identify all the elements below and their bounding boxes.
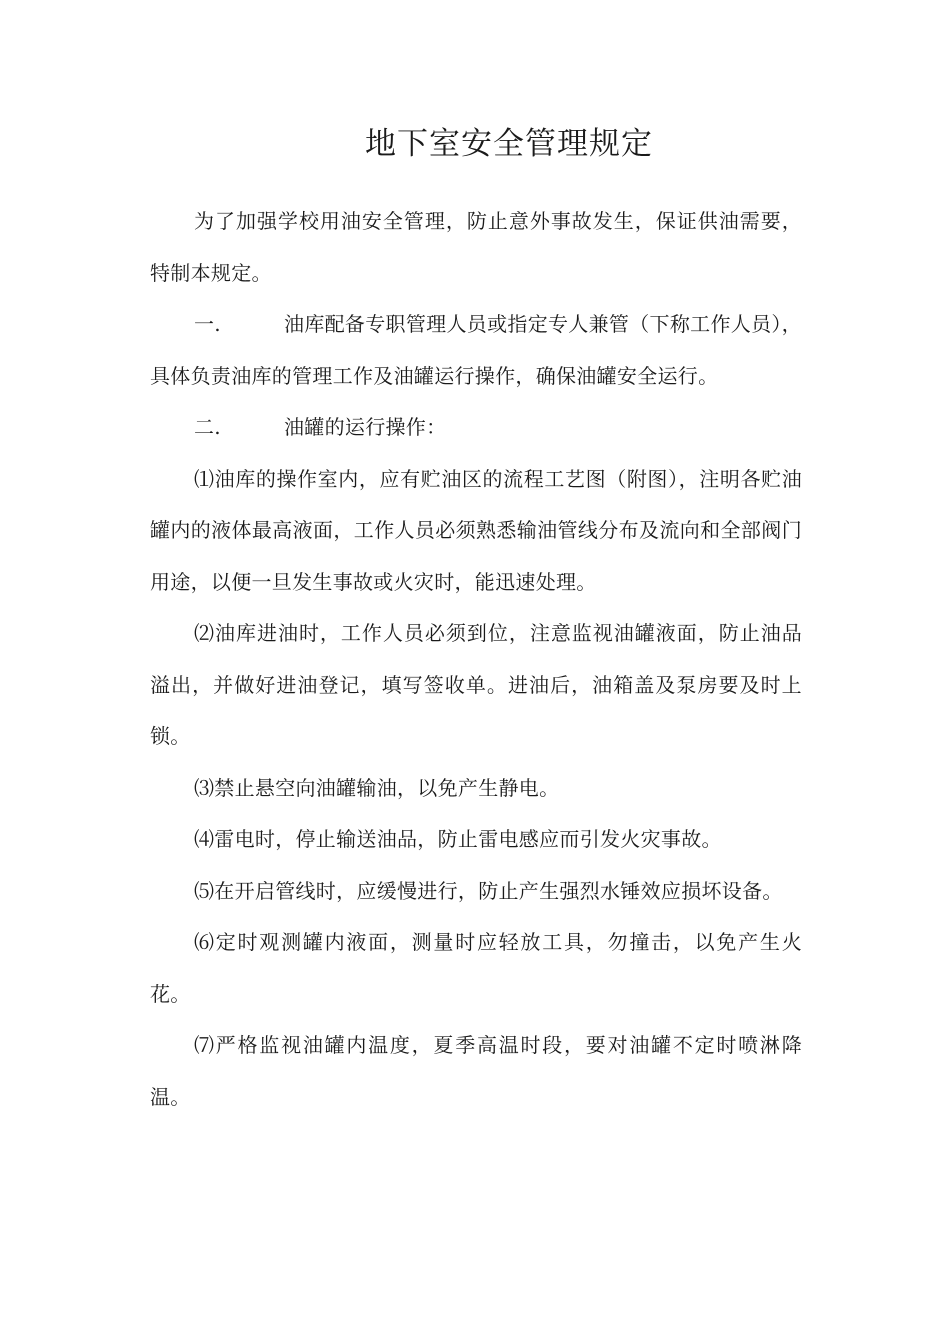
paragraph-item-2 xyxy=(150,608,802,763)
paragraph-section-1 xyxy=(150,299,802,402)
paragraph-item-4 xyxy=(150,814,802,866)
paragraph-text: ⑹定时观测罐内液面，测量时应轻放工具，勿撞击，以免产生火花。 xyxy=(150,930,802,1006)
paragraph-section-2 xyxy=(150,402,802,454)
document-body xyxy=(150,196,802,1123)
paragraph-text: 油罐的运行操作： xyxy=(284,415,447,439)
paragraph-text: ⑷雷电时，停止输送油品，防止雷电感应而引发火灾事故。 xyxy=(194,827,722,851)
paragraph-intro xyxy=(150,196,802,299)
paragraph-item-5 xyxy=(150,866,802,918)
paragraph-item-1 xyxy=(150,454,802,609)
paragraph-text: ⑴油库的操作室内，应有贮油区的流程工艺图（附图），注明各贮油罐内的液体最高液面，工作人员必须熟悉输油管线分布及流向和全部阀门用途，以便一旦发生事故或火灾时，能迅速处理。 xyxy=(150,466,802,594)
paragraph-text: 油库配备专职管理人员或指定专人兼管（下称工作人员），具体负责油库的管理工作及油罐运行操作，确保油罐安全运行。 xyxy=(150,312,802,388)
paragraph-text: ⑵油库进油时，工作人员必须到位，注意监视油罐液面，防止油品溢出，并做好进油登记，填写签收单。进油后，油箱盖及泵房要及时上锁。 xyxy=(150,621,802,748)
paragraph-item-6 xyxy=(150,917,802,1020)
paragraph-item-7 xyxy=(150,1020,802,1123)
paragraph-text: ⑺严格监视油罐内温度，夏季高温时段，要对油罐不定时喷淋降温。 xyxy=(150,1033,802,1109)
paragraph-text: ⑸在开启管线时，应缓慢进行，防止产生强烈水锤效应损坏设备。 xyxy=(194,878,783,903)
paragraph-text: ⑶禁止悬空向油罐输油，以免产生静电。 xyxy=(194,775,560,800)
document-title: 地下室安全管理规定 xyxy=(365,126,653,162)
section-number: 一. xyxy=(194,312,221,336)
section-number: 二. xyxy=(194,415,221,439)
paragraph-item-3 xyxy=(150,763,802,815)
paragraph-text: 为了加强学校用油安全管理，防止意外事故发生，保证供油需要，特制本规定。 xyxy=(150,209,802,285)
